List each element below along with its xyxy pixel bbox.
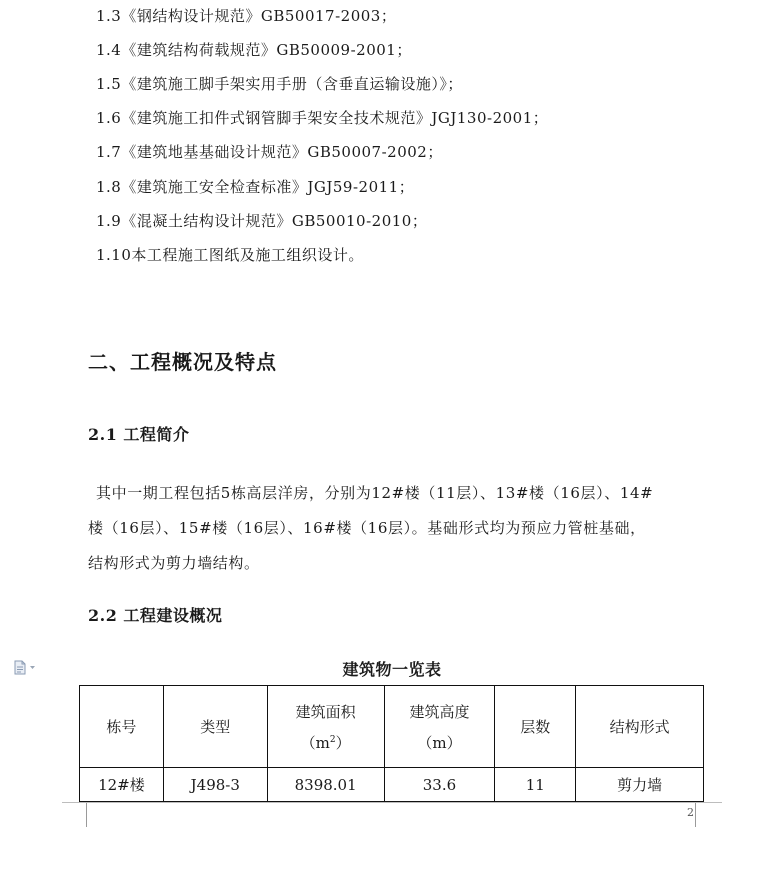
- table-row: [80, 768, 704, 802]
- cell-floors: 11: [495, 768, 576, 802]
- cell-height: 33.6: [384, 768, 495, 802]
- header-type: 类型: [163, 686, 267, 768]
- subsection-heading: 2.1 工程简介: [88, 425, 190, 444]
- paragraph-line: 结构形式为剪力墙结构。: [88, 554, 260, 572]
- reference-item: 1.5《建筑施工脚手架实用手册（含垂直运输设施）》；: [96, 75, 463, 93]
- reference-item: 1.8《建筑施工安全检查标准》JGJ59-2011；: [96, 178, 415, 196]
- cell-area: 8398.01: [267, 768, 384, 802]
- overview-paragraph: [88, 476, 700, 581]
- paragraph-line: 其中一期工程包括5栋高层洋房，分别为12#楼（11层）、13#楼（16层）、14#: [96, 484, 654, 502]
- subsection-heading: 2.2 工程建设概况: [88, 606, 223, 625]
- header-height-unit: （m）: [417, 733, 462, 752]
- header-area-label: 建筑面积: [295, 702, 356, 721]
- reference-item: 1.4《建筑结构荷载规范》GB50009-2001；: [96, 41, 412, 59]
- header-structure: 结构形式: [576, 686, 704, 768]
- header-area-unit: $(m^2)$: [300, 733, 351, 752]
- page-number: 2: [687, 806, 694, 819]
- paragraph-line: 楼（16层）、15#楼（16层）、16#楼（16层）。基础形式均为预应力管桩基础，: [88, 519, 646, 537]
- reference-item: 1.10本工程施工图纸及施工组织设计。: [96, 246, 364, 264]
- table-caption: 建筑物一览表: [342, 660, 442, 679]
- header-number: 栋号: [80, 686, 164, 768]
- header-height: [384, 686, 495, 768]
- cell-number: 12#楼: [80, 768, 164, 802]
- table-header-row: [80, 686, 704, 768]
- header-area: [267, 686, 384, 768]
- page-bottom-edge: [62, 802, 722, 803]
- header-height-label: 建筑高度: [409, 702, 470, 721]
- section-heading: 二、工程概况及特点: [88, 350, 277, 374]
- reference-item: 1.3《钢结构设计规范》GB50017-2003；: [96, 7, 397, 25]
- cell-structure: 剪力墙: [576, 768, 704, 802]
- margin-corner-left: [86, 803, 87, 827]
- margin-corner-right: [695, 803, 696, 827]
- reference-item: 1.6《建筑施工扣件式钢管脚手架安全技术规范》JGJ130-2001；: [96, 109, 549, 127]
- cell-type: J498-3: [163, 768, 267, 802]
- buildings-table: [79, 685, 704, 802]
- reference-item: 1.7《建筑地基基础设计规范》GB50007-2002；: [96, 143, 443, 161]
- reference-item: 1.9《混凝土结构设计规范》GB50010-2010；: [96, 212, 428, 230]
- header-floors: 层数: [495, 686, 576, 768]
